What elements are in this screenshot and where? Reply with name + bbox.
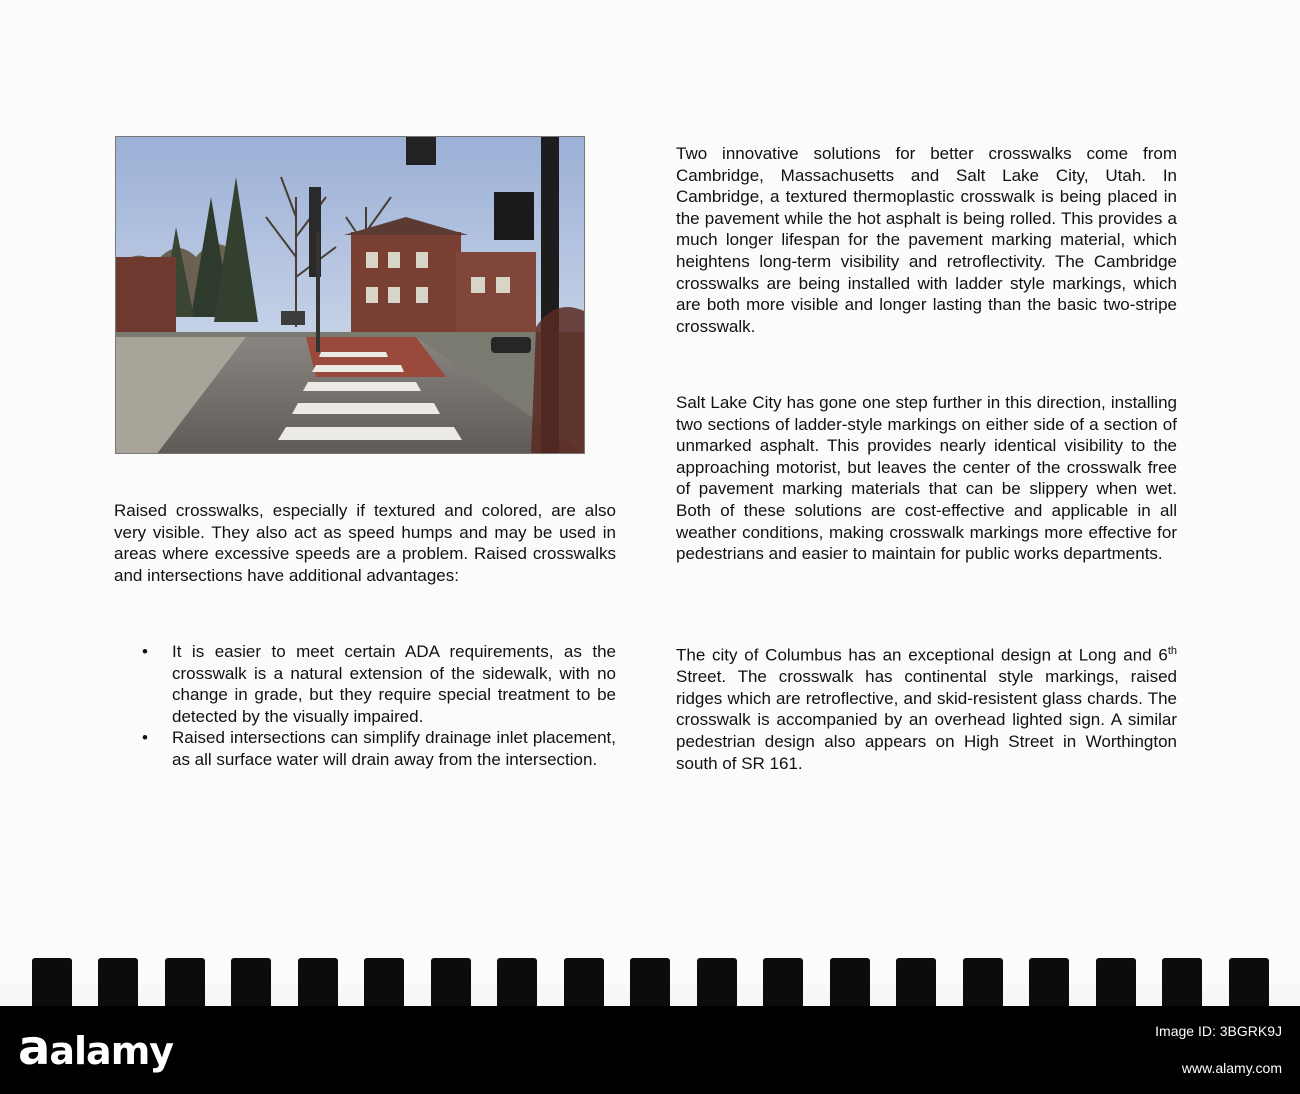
raised-crosswalks-paragraph: Raised crosswalks, especially if textured and colored, are also very visible. They also act as speed humps and may be used in areas where excessive speeds are a problem. Raised crosswalks and intersections have additional advantages: [114,501,616,585]
image-id-label: Image ID: 3BGRK9J [1155,1023,1282,1039]
bleed-through [700,780,1180,860]
salt-lake-city-paragraph: Salt Lake City has gone one step further in this direction, installing two sections of ladder-style markings on either side of a section of unmarked asphalt. This provides nearly identical visibility to the approaching motorist, but leaves the center of the crosswalk free of pavement marking materials that can be slippery when wet. Both of these solutions are cost-effective and applicable in all weather conditions, making crosswalk markings more effective for pedestrians and easier to maintain for public works departments. [676,393,1177,564]
bullet-marker: • [142,728,148,748]
binding-ring [231,958,271,1006]
binding-ring [1096,958,1136,1006]
crosswalk-photo [115,136,585,454]
list-item-text: It is easier to meet certain ADA requirements, as the crosswalk is a natural extension of the sidewalk, with no change in grade, but they require special treatment to be detected by the visually impaired. [172,642,616,726]
binding-ring [298,958,338,1006]
cambridge-paragraph: Two innovative solutions for better crosswalks come from Cambridge, Massachusetts and Salt Lake City, Utah. In Cambridge, a textured thermoplastic crosswalk is being placed in the pavement while the hot asphalt is being rolled. This provides a much longer lifespan for the pavement marking material, which heightens long-term visibility and retroflectivity. The Cambridge crosswalks are being installed with ladder style markings, which are both more visible and longer lasting than the basic two-stripe crosswalk. [676,144,1177,336]
binding-ring [763,958,803,1006]
list-item [142,641,616,727]
binding-ring [630,958,670,1006]
binding-ring [497,958,537,1006]
crosswalk-photo-image [116,137,585,454]
binding-ring [697,958,737,1006]
watermark-bar [0,1006,1300,1094]
binding-ring [98,958,138,1006]
bullet-marker: • [142,642,148,661]
binding-ring [564,958,604,1006]
alamy-logo [18,1020,173,1076]
watermark-url[interactable]: www.alamy.com [1181,1060,1282,1076]
binding-ring [830,958,870,1006]
columbus-text-start: The city of Columbus has an exceptional design at Long and 6 [676,645,1168,665]
columbus-text-end: Street. The crosswalk has continental style markings, raised ridges which are retroflective, and skid-resistent glass chards. The crosswalk is accompanied by an overhead lighted sign. A similar pedestrian design also appears on High Street in Worthington south of SR 161. [676,667,1177,773]
binding-ring [364,958,404,1006]
advantages-list [142,641,616,771]
binding-ring [963,958,1003,1006]
binding-ring [165,958,205,1006]
binding-ring [1162,958,1202,1006]
spiral-binding [0,958,1300,1008]
list-item-text: Raised intersections can simplify drainage inlet placement, as all surface water will drain away from the intersection. [172,728,616,769]
binding-ring [32,958,72,1006]
binding-ring [1229,958,1269,1006]
alamy-logo-letter: a [18,1020,50,1076]
binding-ring [1029,958,1069,1006]
ordinal-suffix: th [1167,645,1177,657]
alamy-logo-text: alamy [49,1029,174,1073]
binding-ring [896,958,936,1006]
binding-ring [431,958,471,1006]
columbus-paragraph [676,641,1177,774]
list-item [142,727,616,770]
